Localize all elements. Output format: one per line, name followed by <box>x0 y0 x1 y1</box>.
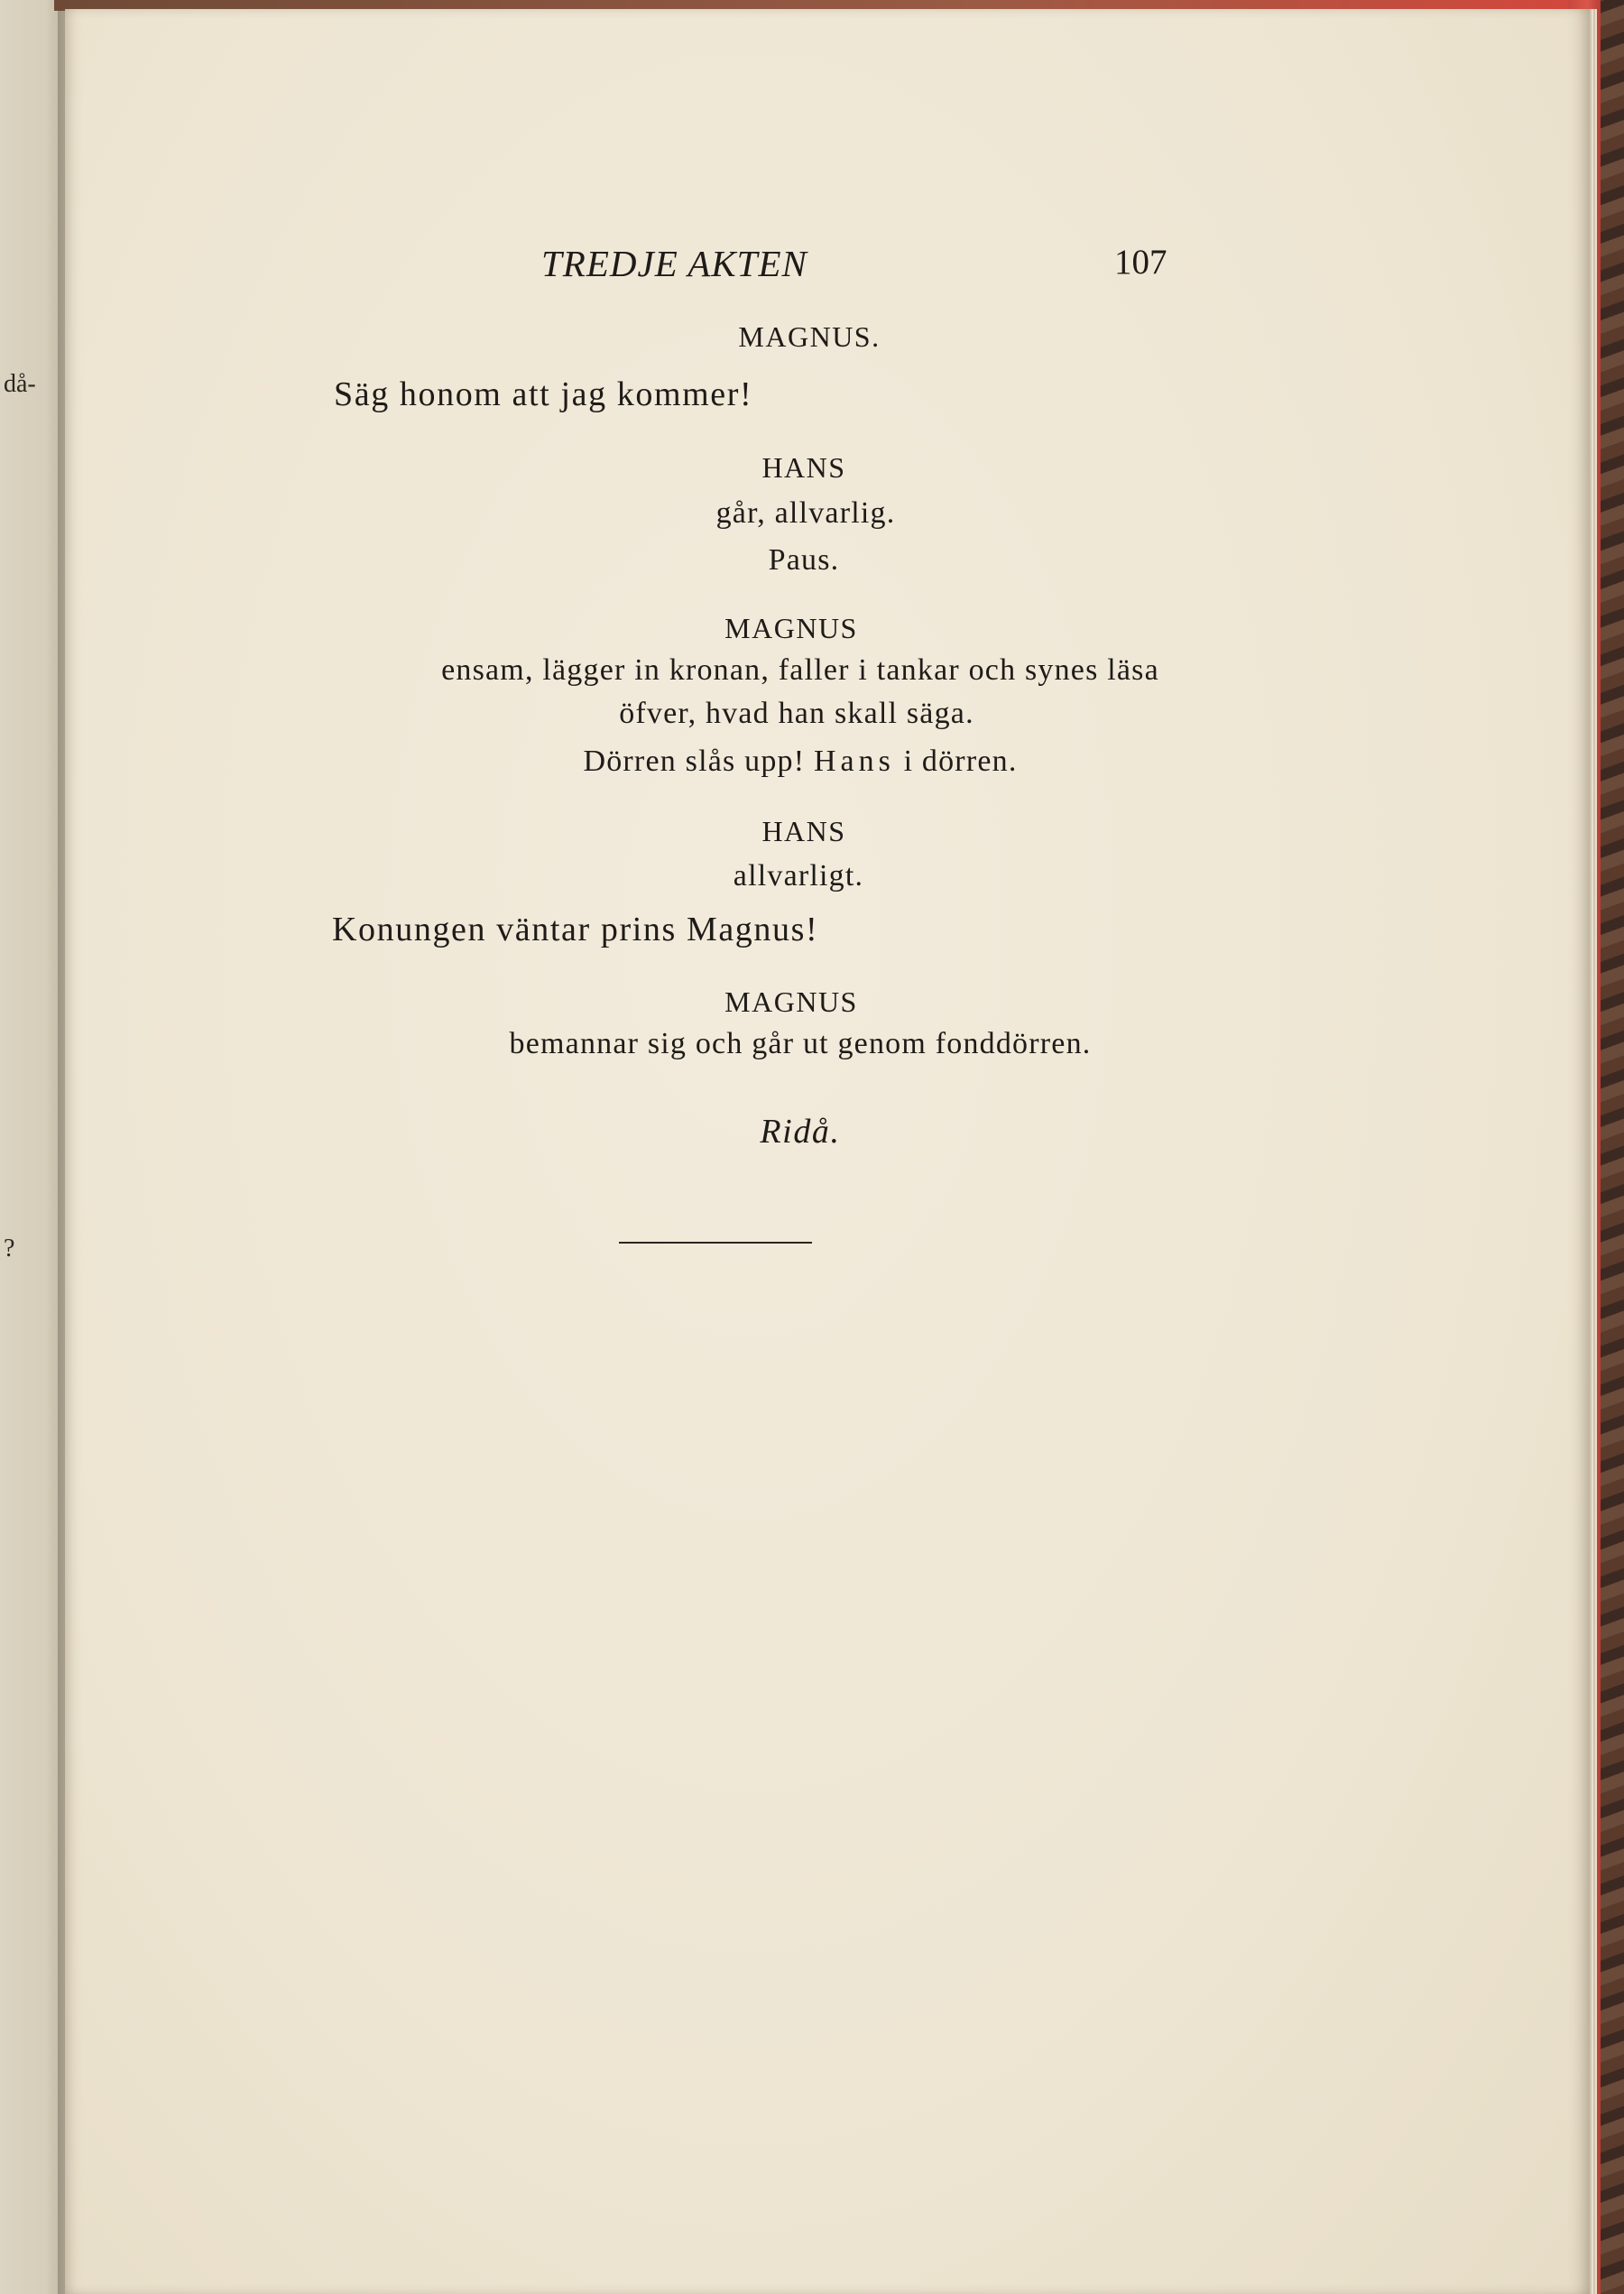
end-of-act-rule <box>619 1242 812 1244</box>
speaker-name: MAGNUS. <box>738 320 881 353</box>
speech-line: Säg honom att jag kommer! <box>334 375 753 413</box>
facing-page-fragment: då- <box>4 370 36 398</box>
stage-direction-part: Dörren slås upp! <box>583 745 806 778</box>
speaker-name: MAGNUS <box>724 612 858 644</box>
curtain-direction: Ridå. <box>760 1113 841 1151</box>
speaker-name: HANS <box>761 815 846 847</box>
stage-direction: allvarligt. <box>733 859 864 893</box>
speaker-name: MAGNUS <box>724 985 858 1018</box>
stage-direction: går, allvarlig. <box>715 496 896 530</box>
stage-direction: ensam, lägger in kronan, faller i tankar och synes läsa <box>441 653 1159 687</box>
character-name-spaced: Hans <box>813 745 895 778</box>
facing-page-fragment: ? <box>4 1235 15 1263</box>
stage-direction: bemannar sig och går ut genom fonddörren. <box>509 1027 1092 1060</box>
page-number: 107 <box>1114 243 1167 282</box>
running-head: TREDJE AKTEN <box>541 243 807 284</box>
speaker-name: HANS <box>761 451 846 484</box>
stage-direction: Paus. <box>768 543 840 577</box>
stage-direction: öfver, hvad han skall säga. <box>619 697 974 730</box>
speech-line: Konungen väntar prins Magnus! <box>332 911 819 948</box>
stage-direction-part: i dörren. <box>903 745 1018 778</box>
stage-direction <box>38 745 1563 779</box>
book-page <box>65 9 1590 2294</box>
